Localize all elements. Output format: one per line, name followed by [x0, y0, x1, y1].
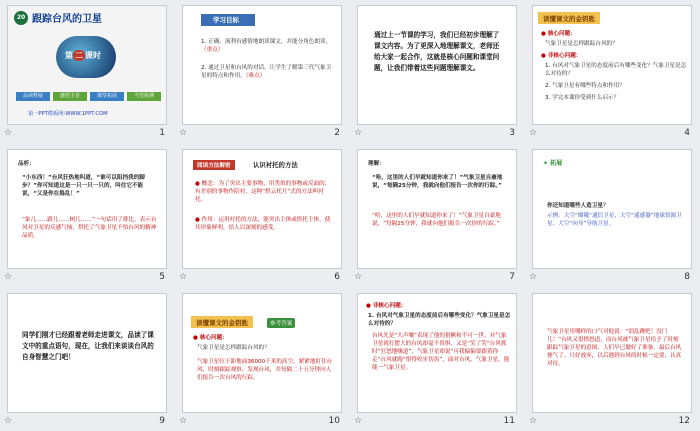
slide-thumbnail-11[interactable] [357, 293, 517, 413]
slide-footer-8 [525, 272, 700, 286]
star-icon: ☆ [179, 128, 188, 138]
slide-thumbnail-7[interactable] [357, 149, 517, 269]
star-icon: ☆ [354, 128, 363, 138]
extension-question: 你还知道哪些人造卫星？ [547, 203, 609, 209]
goal-item-2: 2. 通过卫星和台风的对话，让学生了解第三代气象卫星的特点和作用。（难点） [201, 65, 332, 79]
slide-cell-5 [0, 144, 175, 288]
slide-cell-8 [525, 144, 700, 288]
slide-thumbnail-8[interactable] [532, 149, 692, 269]
slide-cell-9 [0, 288, 175, 431]
slide-cell-10 [175, 288, 350, 431]
star-icon: ☆ [529, 272, 538, 282]
quote-text: “小东西！”台风狂热地叫道，“谁可以阻挡我的脚步？”你可知道这是一只一只一只的，叫住它不能说，“又是你在捣乱！” [22, 175, 145, 197]
star-icon: ☆ [4, 272, 13, 282]
star-icon: ☆ [179, 416, 188, 426]
slide-thumbnail-1[interactable] [7, 5, 167, 125]
slide-thumbnail-3[interactable] [357, 5, 517, 125]
pill-4: 当堂检测 [127, 92, 161, 101]
analysis-text: “象几……跟几……树几……”一句话用了排比，表示台风对卫星的反感气恼，烘托了气象卫星不怕台风的精神品质。 [22, 217, 157, 239]
slide-heading: 认识衬托的方法 [253, 161, 298, 169]
slide-number: 11 [503, 416, 515, 426]
goal-item-1: 1. 正确、流利有感情地朗读课文，并能分角色朗读。（重点） [201, 39, 332, 53]
method-tag: 阅读方法解密 [193, 160, 235, 170]
question-1: 1. 台风对气象卫星的态度前后有哪些变化？气象卫星是怎么对待的？ [545, 63, 687, 77]
slide-thumbnail-10[interactable] [182, 293, 342, 413]
slide-footer-5 [0, 272, 175, 286]
core-question-head: ● 核心问题： [193, 335, 228, 341]
concept-text: ● 概念：为了突出主要事物，用类似的事物或反面的、有差别的事物作陪衬，这种“烘云托月”式的方法叫衬托。 [195, 181, 331, 203]
slide-number: 1 [159, 128, 165, 138]
section-label: 理解： [368, 161, 385, 167]
slide-cell-7 [350, 144, 525, 288]
slide-thumbnail-9[interactable] [7, 293, 167, 413]
slide-footer-2 [175, 128, 350, 142]
lesson-label: 第 二 课时 [65, 51, 101, 60]
slide-cell-2 [175, 0, 350, 144]
slide-number: 6 [334, 272, 340, 282]
star-icon: ☆ [529, 416, 538, 426]
slide-footer-7 [350, 272, 525, 286]
analysis-text: “哈，这里的人们早就知道你来了！”气象卫星自豪地说，“每隔25分钟，我就向他们报告一次你的行踪。” [372, 213, 501, 227]
slide-number: 7 [509, 272, 515, 282]
slide-thumbnail-12[interactable] [532, 293, 692, 413]
non-core-head: ● 非核心问题： [541, 53, 582, 59]
slide-footer-12 [525, 416, 700, 430]
slide-cell-1 [0, 0, 175, 144]
slide-number: 9 [159, 416, 165, 426]
star-icon: ☆ [529, 128, 538, 138]
question-text: 1. 台风对气象卫星的态度前后有哪些变化？气象卫星是怎么对待的？ [368, 313, 511, 327]
star-icon: ☆ [4, 128, 13, 138]
slide-number: 2 [334, 128, 340, 138]
star-icon: ☆ [354, 416, 363, 426]
closing-paragraph: 气象卫星用哪样的口气对他说：“别乱跳吧！没门儿！”台风又很愤怒道，而台风被气象卫星给予了时刻跟踪气象卫星的意图，人们早已做好了准备，最后台风便气了。只好放弃，以后遇到台风的时候一定要，认真对待。 [547, 329, 682, 367]
star-icon: ☆ [354, 272, 363, 282]
slide-cell-12 [525, 288, 700, 431]
core-question: 气象卫星是怎样跟踪台风的？ [197, 345, 270, 351]
slide-number: 10 [328, 416, 340, 426]
extension-answer: 示例：大空“嫦娥”通信卫星、大空“遥感器”地球资源卫星、大空“向导”导航卫星。 [547, 213, 682, 227]
slide-footer-6 [175, 272, 350, 286]
key-bar: 读懂课文的金钥匙 [191, 316, 253, 328]
pill-3: 课堂拓展 [90, 92, 124, 101]
extension-tag: ✦ 拓展 [543, 160, 563, 167]
reference-answer-tag: 参考答案 [267, 318, 295, 328]
slide-footer-3 [350, 128, 525, 142]
core-question-head: ● 核心问题： [541, 31, 576, 37]
star-icon: ☆ [179, 272, 188, 282]
slide-footer-4 [525, 128, 700, 142]
slide-footer-1 [0, 128, 175, 142]
slide-number: 12 [678, 416, 690, 426]
slide-cell-3 [350, 0, 525, 144]
site-credit: 第一PPT模板网-WWW.1PPT.COM [28, 111, 108, 117]
slide-footer-11 [350, 416, 525, 430]
non-core-head: ● 非核心问题： [366, 303, 407, 309]
section-label: 品析： [18, 161, 35, 167]
quote-text: “哈，这里的人们早就知道你来了！”气象卫星自豪地说，“每隔25分钟，我就向他们报告一次你的行踪。” [372, 175, 503, 189]
pill-row [16, 92, 164, 102]
slide-cell-11 [350, 288, 525, 431]
answer-text: 台风先是“大声嚷”表现了他的猖獗和不可一世。对气象卫星就打摆大的台风却毫不畏惧，又是“笑了笑”台风抓时“狂怒地嚷道”，气象卫星却说“可我偏偏要跟着你走”台风就跑“恨得咬牙切齿”，面对台风，气象卫星，能能一气象卫星。 [372, 333, 510, 371]
question-2: 2. 气象卫星有哪些特点和作用？ [545, 83, 625, 89]
slide-cell-4 [525, 0, 700, 144]
effect-text: ● 作用：运用衬托的方法，能突出主体或烘托主体，使其形象鲜明，给人以深刻的感受。 [195, 217, 331, 231]
star-icon: ☆ [4, 416, 13, 426]
sparkle-icon: ✦ [543, 160, 549, 167]
intro-paragraph: 通过上一节课的学习，我们已经初步理解了课文内容。为了更深入地理解课文，老师还给大家一起合作，这就是核心问题和课堂问题，让我们带着这些问题理解课文。 [374, 31, 500, 72]
slide-number: 5 [159, 272, 165, 282]
slide-footer-9 [0, 416, 175, 430]
slide-footer-10 [175, 416, 350, 430]
core-question: 气象卫星是怎样跟踪台风的？ [545, 41, 618, 47]
slide-title: 跟踪台风的卫星 [32, 14, 102, 25]
pill-2: 感悟主旨 [53, 92, 87, 101]
slide-thumbnail-4[interactable] [532, 5, 692, 125]
core-answer: 气象卫星位于距地面36000千米的高空，紧紧地盯住台风，时刻跟踪观察，发现台风，并每隔二十五分钟向人们报告一次台风的行踪。 [197, 359, 333, 381]
slide-number: 4 [684, 128, 690, 138]
question-3: 3. 学完本课你受到什么启示？ [545, 95, 620, 101]
slide-heading: 学习目标 [201, 14, 255, 26]
summary-paragraph: 同学们刚才已经跟着老师走进课文，品读了课文中的重点语句，现在，让我们来谈谈台风的自身智慧之门吧！ [22, 331, 154, 361]
slide-number: 3 [509, 128, 515, 138]
slide-cell-6 [175, 144, 350, 288]
pill-1: 品读释疑 [16, 92, 50, 101]
key-bar: 读懂课文的金钥匙 [538, 12, 600, 24]
slide-thumbnail-5[interactable] [7, 149, 167, 269]
slide-thumbnail-2[interactable] [182, 5, 342, 125]
slide-thumbnail-6[interactable] [182, 149, 342, 269]
lesson-badge: 20 [14, 11, 28, 25]
slide-number: 8 [684, 272, 690, 282]
